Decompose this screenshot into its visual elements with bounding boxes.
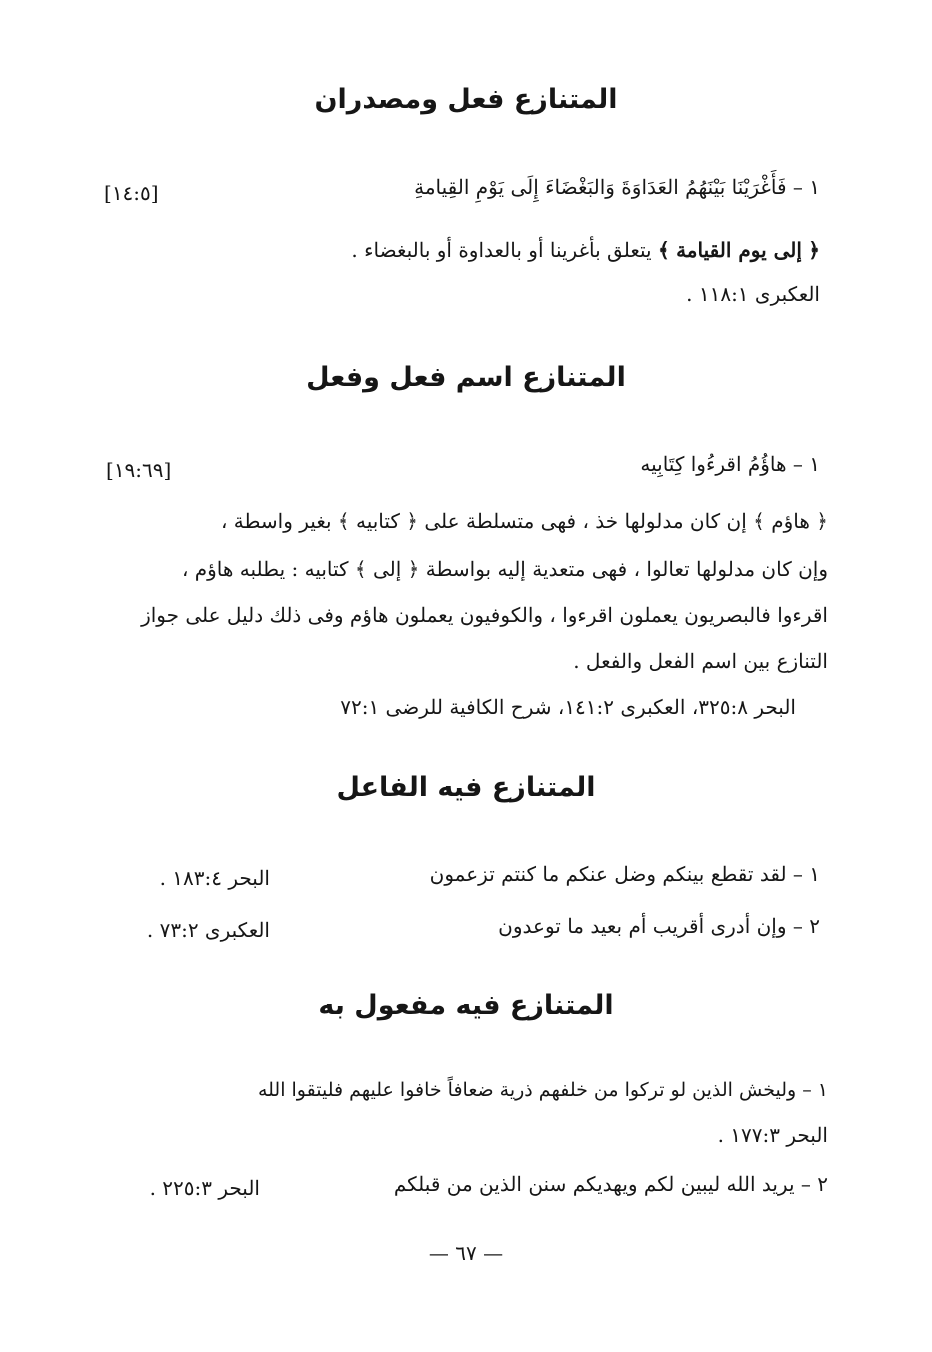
verse-reference: [١٤:٥] (104, 181, 159, 205)
verse-text: ١ – فَأَغْرَيْنَا بَيْنَهُمُ العَدَاوَةَ وَالبَغْضَاءَ إِلَى يَوْمِ القِيامةِ (414, 175, 820, 199)
paragraph-line: ﴿ هاؤم ﴾ إن كان مدلولها خذ ، فهى متسلطة على ﴿ كتابيه ﴾ بغير واسطة ، (220, 509, 828, 533)
section-heading: المتنازع اسم فعل وفعل (306, 362, 626, 393)
section-heading: المتنازع فعل ومصدران (314, 84, 618, 115)
highlighted-term: إلى يوم القيامة (676, 238, 802, 262)
source-citation: البحر ٣٢٥:٨، العكبرى ١٤١:٢، شرح الكافية للرضى ٧٢:١ (340, 695, 796, 719)
section-heading: المتنازع فيه مفعول به (318, 990, 614, 1021)
source-citation: البحر ١٨٣:٤ . (159, 866, 270, 890)
page-number: — ٦٧ — (428, 1241, 504, 1265)
verse-text: ٢ – وإن أدرى أقريب أم بعيد ما توعدون (498, 914, 820, 938)
verse-text: ٢ – يريد الله ليبين لكم ويهديكم سنن الذين من قبلكم (393, 1172, 828, 1196)
paragraph-line: وإن كان مدلولها تعالوا ، فهى متعدية إليه بواسطة ﴿ إلى ﴾ كتابيه : يطلبه هاؤم ، (181, 557, 828, 581)
source-citation: البحر ٢٢٥:٣ . (149, 1176, 260, 1200)
verse-text: ١ – هاؤُمُ اقرءُوا كِتَابِيه (640, 452, 820, 476)
section-heading: المتنازع فيه الفاعل (336, 772, 596, 803)
note-rest: يتعلق بأغرينا أو بالعداوة أو بالبغضاء . (351, 238, 652, 262)
bracket-open: ﴿ (808, 238, 820, 262)
verse-text: ١ – لقد تقطع بينكم وضل عنكم ما كنتم تزعمون (429, 862, 820, 886)
bracket-close: ﴾ (657, 238, 670, 262)
source-citation: البحر ١٧٧:٣ . (717, 1123, 828, 1147)
verse-text: ١ – وليخش الذين لو تركوا من خلفهم ذرية ضعافاً خافوا عليهم فليتقوا الله (257, 1079, 828, 1101)
paragraph-line: اقرءوا فالبصريون يعملون اقرءوا ، والكوفيون يعملون هاؤم وفى ذلك دليل على جواز (141, 603, 828, 627)
source-citation: العكبرى ١١٨:١ . (686, 282, 820, 306)
note-text (351, 238, 820, 262)
source-citation: العكبرى ٧٣:٢ . (146, 918, 270, 942)
paragraph-line: التنازع بين اسم الفعل والفعل . (573, 649, 828, 673)
verse-reference: [١٩:٦٩] (106, 458, 172, 482)
